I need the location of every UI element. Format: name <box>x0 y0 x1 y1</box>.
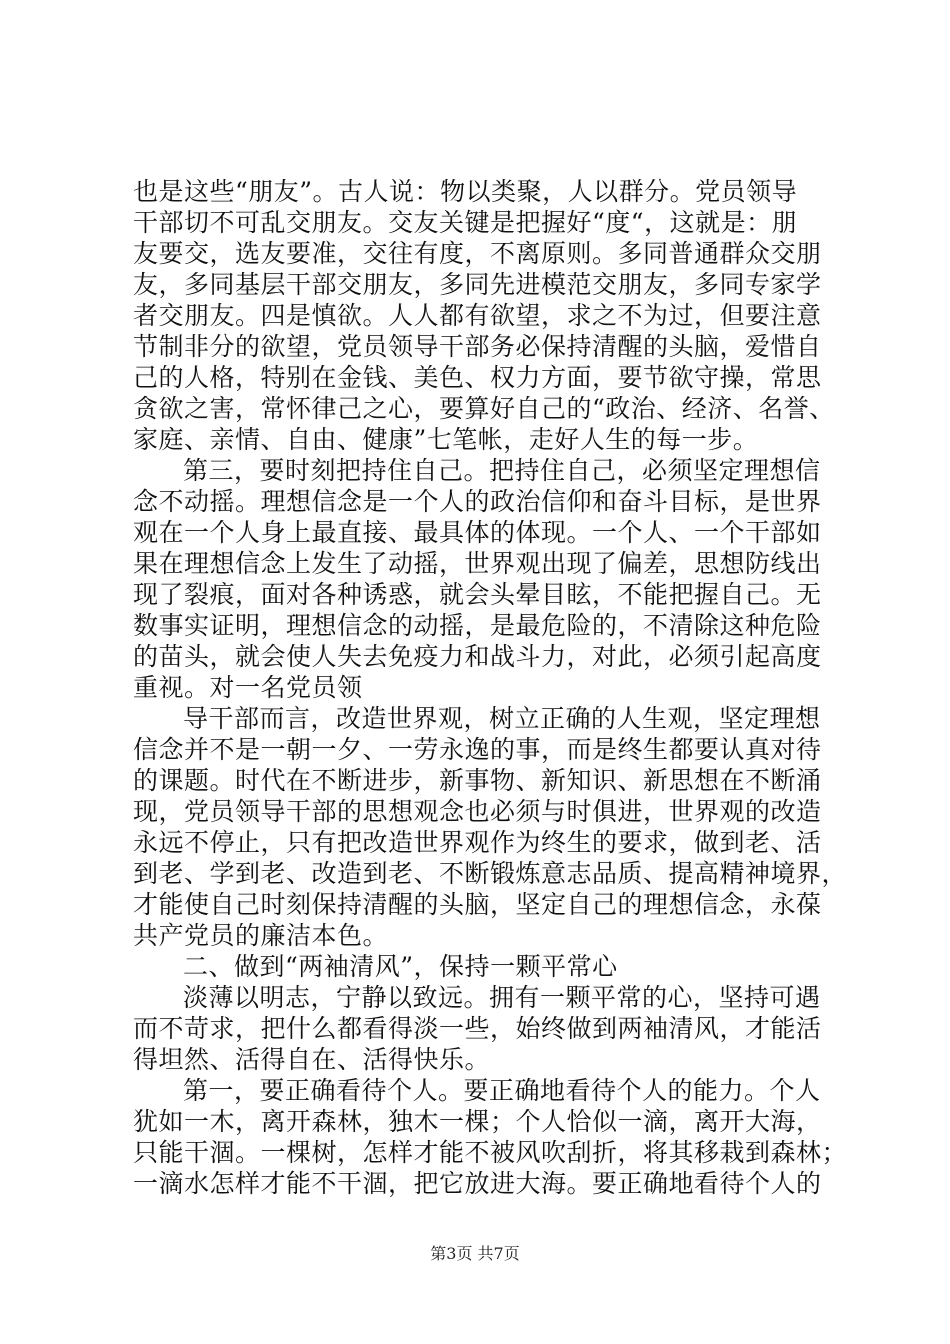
text-line: 共产党员的廉洁本色。 <box>133 921 389 950</box>
text-line: 的苗头，就会使人失去免疫力和战斗力，对此，必须引起高度 <box>133 642 822 671</box>
page-number: 第3页 共7页 <box>430 1244 520 1263</box>
text-line: 犹如一木，离开森林，独木一棵；个人恰似一滴，离开大海， <box>133 1107 822 1136</box>
text-line: 者交朋友。四是慎欲。人人都有欲望，求之不为过，但要注意 <box>133 301 822 330</box>
text-line: 而不苛求，把什么都看得淡一些，始终做到两袖清风，才能活 <box>133 1014 822 1043</box>
text-line: 果在理想信念上发生了动摇，世界观出现了偏差，思想防线出 <box>133 549 822 578</box>
text-line: 现了裂痕，面对各种诱惑，就会头晕目眩，不能把握自己。无 <box>133 580 822 609</box>
text-line: 永远不停止，只有把改造世界观作为终生的要求，做到老、活 <box>133 828 822 857</box>
text-line: 也是这些“朋友”。古人说：物以类聚，人以群分。党员领导 <box>133 177 798 206</box>
text-line: 只能干涸。一棵树，怎样才能不被风吹刮折，将其移栽到森林； <box>133 1138 848 1167</box>
text-line: 家庭、亲情、自由、健康”七笔帐，走好人生的每一步。 <box>133 425 759 454</box>
text-line: 重视。对一名党员领 <box>133 673 363 702</box>
paragraph-start-line: 第一，要正确看待个人。要正确地看待个人的能力。个人 <box>183 1076 821 1105</box>
text-line: 己的人格，特别在金钱、美色、权力方面，要节欲守操，常思 <box>133 363 822 392</box>
text-line: 数事实证明，理想信念的动摇，是最危险的，不清除这种危险 <box>133 611 822 640</box>
text-line: 的课题。时代在不断进步，新事物、新知识、新思想在不断涌 <box>133 766 822 795</box>
paragraph-start-line: 导干部而言，改造世界观，树立正确的人生观，坚定理想 <box>183 704 821 733</box>
text-line: 友要交，选友要准，交往有度，不离原则。多同普通群众交朋 <box>133 239 822 268</box>
text-line: 友，多同基层干部交朋友，多同先进模范交朋友，多同专家学 <box>133 270 822 299</box>
paragraph-start-line: 第三，要时刻把持住自己。把持住自己，必须坚定理想信 <box>183 456 821 485</box>
text-line: 现，党员领导干部的思想观念也必须与时俱进，世界观的改造 <box>133 797 822 826</box>
section-heading: 二、做到“两袖清风”，保持一颗平常心 <box>183 952 618 981</box>
paragraph-start-line: 淡薄以明志，宁静以致远。拥有一颗平常的心，坚持可遇 <box>183 983 821 1012</box>
text-line: 节制非分的欲望，党员领导干部务必保持清醒的头脑，爱惜自 <box>133 332 822 361</box>
text-line: 得坦然、活得自在、活得快乐。 <box>133 1045 491 1074</box>
text-line: 信念并不是一朝一夕、一劳永逸的事，而是终生都要认真对待 <box>133 735 822 764</box>
text-line: 干部切不可乱交朋友。交友关键是把握好“度“，这就是：朋 <box>133 208 798 237</box>
text-line: 贪欲之害，常怀律己之心，要算好自己的“政治、经济、名誉、 <box>133 394 835 423</box>
text-line: 念不动摇。理想信念是一个人的政治信仰和奋斗目标，是世界 <box>133 487 822 516</box>
text-line: 观在一个人身上最直接、最具体的体现。一个人、一个干部如 <box>133 518 822 547</box>
text-line: 到老、学到老、改造到老、不断锻炼意志品质、提高精神境界， <box>133 859 848 888</box>
text-line: 才能使自己时刻保持清醒的头脑，坚定自己的理想信念，永葆 <box>133 890 822 919</box>
page-footer <box>0 1244 950 1264</box>
text-line: 一滴水怎样才能不干涸，把它放进大海。要正确地看待个人的 <box>133 1169 822 1198</box>
body-text <box>133 176 848 1199</box>
